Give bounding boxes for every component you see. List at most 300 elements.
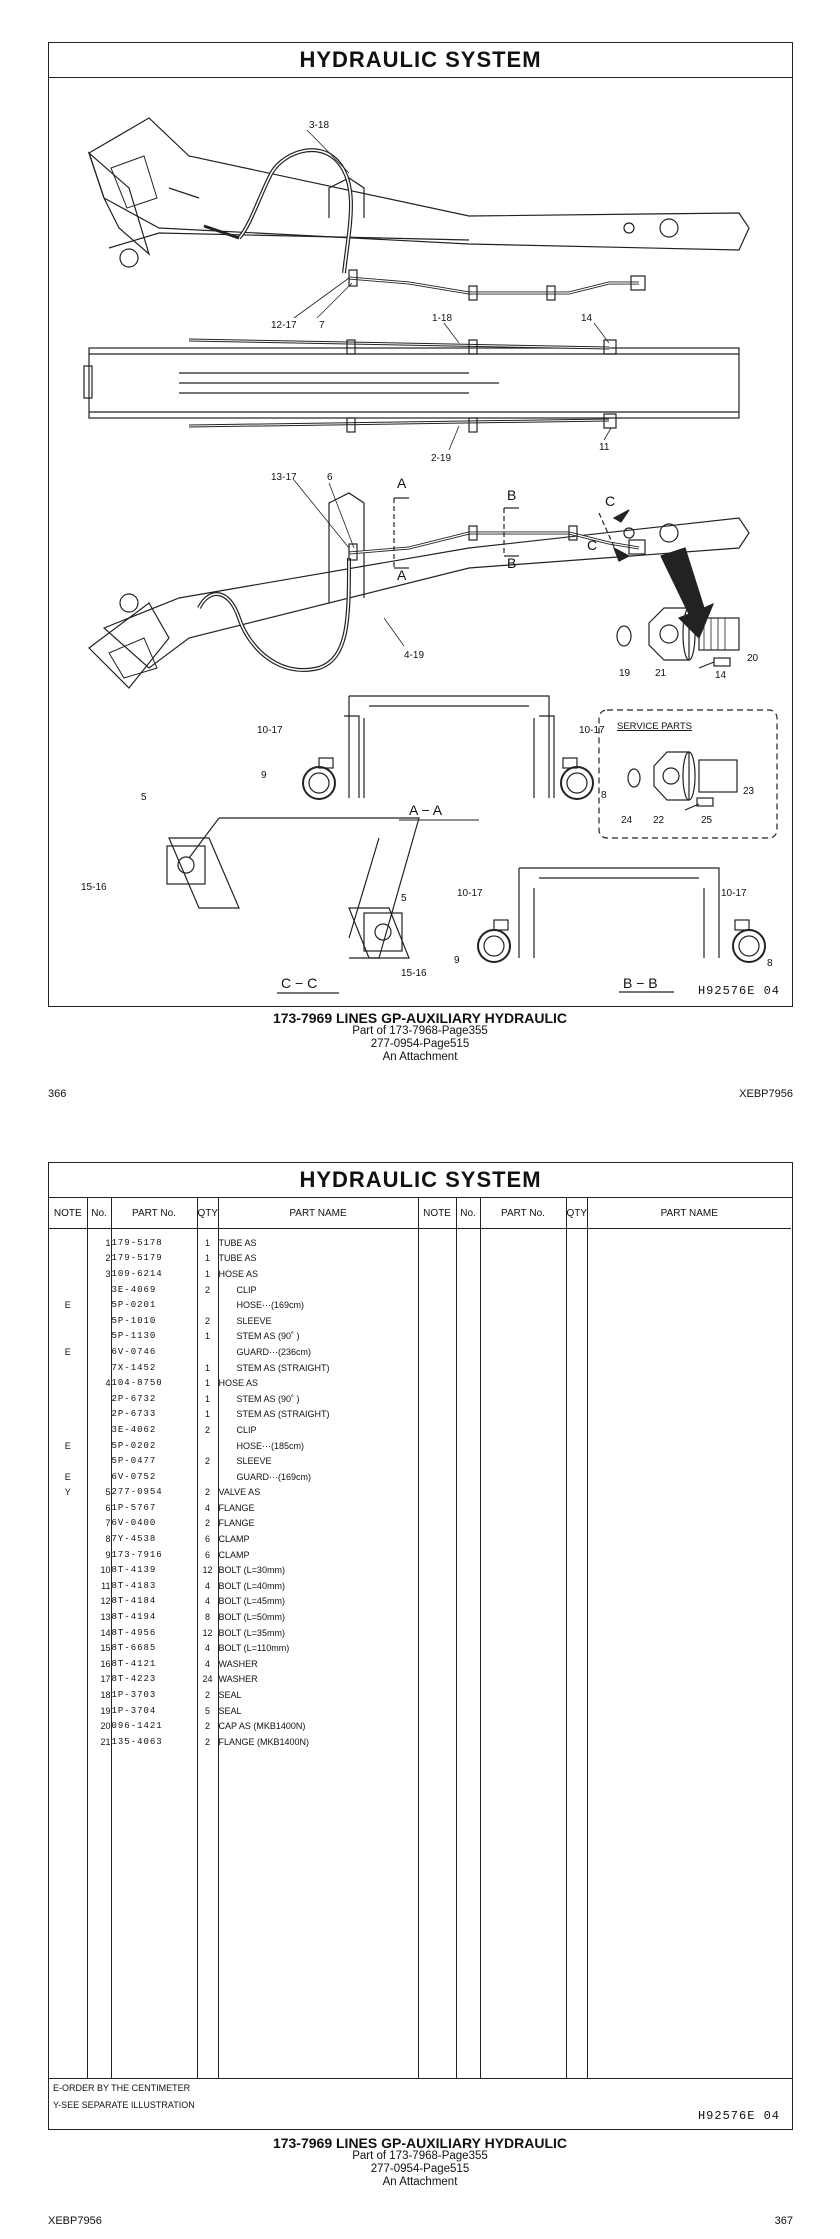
label-24: 24: [621, 815, 633, 826]
empty-cell: [418, 1251, 456, 1267]
empty-cell: [587, 1391, 791, 1407]
part-name: SLEEVE: [218, 1313, 418, 1329]
empty-cell: [418, 1375, 456, 1391]
part-row: [49, 1329, 791, 1345]
diagram-title: HYDRAULIC SYSTEM: [49, 43, 792, 78]
label-13-17: 13-17: [271, 472, 297, 483]
label-10-17-b: 10-17: [579, 725, 605, 736]
label-6: 6: [327, 472, 333, 483]
part-number: 8T-4956: [111, 1625, 197, 1641]
empty-cell: [456, 1531, 480, 1547]
part-name: STEM AS (STRAIGHT): [218, 1360, 418, 1376]
empty-cell: [418, 1469, 456, 1485]
part-number: 109-6214: [111, 1266, 197, 1282]
part-number: 8T-4121: [111, 1656, 197, 1672]
empty-cell: [566, 1672, 587, 1688]
empty-cell: [587, 1562, 791, 1578]
part-index: 6: [87, 1500, 111, 1516]
empty-cell: [480, 1313, 566, 1329]
part-row: [49, 1282, 791, 1298]
part-note: [49, 1391, 87, 1407]
empty-cell: [456, 1656, 480, 1672]
part-note: [49, 1360, 87, 1376]
empty-cell: [418, 1407, 456, 1423]
empty-cell: [418, 1391, 456, 1407]
doc-code-left: XEBP7956: [48, 2215, 102, 2227]
label-22: 22: [653, 815, 665, 826]
empty-cell: [456, 1453, 480, 1469]
empty-cell: [418, 1485, 456, 1501]
label-20: 20: [747, 653, 759, 664]
empty-cell: [566, 1656, 587, 1672]
label-5-b: 5: [401, 893, 407, 904]
empty-cell: [566, 1640, 587, 1656]
part-number: 179-5178: [111, 1235, 197, 1251]
part-name: STEM AS (90˚ ): [218, 1391, 418, 1407]
empty-cell: [456, 1687, 480, 1703]
empty-cell: [587, 1360, 791, 1376]
header-no: No.: [87, 1198, 111, 1229]
empty-cell: [480, 1547, 566, 1563]
empty-cell: [587, 1687, 791, 1703]
part-number: 8T-4183: [111, 1578, 197, 1594]
part-qty: 8: [197, 1609, 218, 1625]
empty-cell: [587, 1438, 791, 1454]
empty-cell: [418, 1703, 456, 1719]
empty-cell: [480, 1235, 566, 1251]
part-index: [87, 1344, 111, 1360]
empty-cell: [480, 1562, 566, 1578]
part-name: VALVE AS: [218, 1485, 418, 1501]
empty-cell: [418, 1422, 456, 1438]
part-note: [49, 1640, 87, 1656]
part-qty: 4: [197, 1640, 218, 1656]
part-qty: 12: [197, 1562, 218, 1578]
label-8-b: 8: [767, 958, 773, 969]
part-number: 5P-1010: [111, 1313, 197, 1329]
part-qty: 2: [197, 1734, 218, 1750]
empty-cell: [456, 1329, 480, 1345]
empty-cell: [566, 1469, 587, 1485]
empty-cell: [456, 1485, 480, 1501]
part-name: WASHER: [218, 1656, 418, 1672]
part-row: [49, 1500, 791, 1516]
part-name: STEM AS (90˚ ): [218, 1329, 418, 1345]
part-qty: 2: [197, 1282, 218, 1298]
part-qty: [197, 1469, 218, 1485]
empty-cell: [587, 1344, 791, 1360]
part-index: [87, 1360, 111, 1376]
doc-code-right: XEBP7956: [739, 1088, 793, 1100]
empty-cell: [587, 1485, 791, 1501]
part-name: CLAMP: [218, 1531, 418, 1547]
part-index: 12: [87, 1594, 111, 1610]
label-3-18: 3-18: [309, 120, 330, 131]
part-index: 5: [87, 1485, 111, 1501]
part-index: [87, 1438, 111, 1454]
label-10-17-a: 10-17: [257, 725, 283, 736]
part-name: BOLT (L=35mm): [218, 1625, 418, 1641]
part-row: [49, 1703, 791, 1719]
part-note: [49, 1313, 87, 1329]
part-number: 6V-0400: [111, 1516, 197, 1532]
part-index: 9: [87, 1547, 111, 1563]
part-name: FLANGE: [218, 1500, 418, 1516]
part-row: [49, 1438, 791, 1454]
empty-cell: [566, 1391, 587, 1407]
part-note: [49, 1718, 87, 1734]
empty-cell: [456, 1469, 480, 1485]
empty-cell: [418, 1329, 456, 1345]
part-qty: [197, 1438, 218, 1454]
empty-cell: [418, 1500, 456, 1516]
part-name: FLANGE: [218, 1516, 418, 1532]
part-note: [49, 1375, 87, 1391]
part-number: 5P-0201: [111, 1297, 197, 1313]
part-index: [87, 1313, 111, 1329]
empty-cell: [566, 1547, 587, 1563]
part-name: FLANGE (MKB1400N): [218, 1734, 418, 1750]
caption-ref: 277-0954-Page515: [370, 1038, 470, 1050]
empty-cell: [418, 1656, 456, 1672]
header-qty-2: QTY: [566, 1198, 587, 1229]
empty-cell: [587, 1547, 791, 1563]
empty-cell: [480, 1703, 566, 1719]
part-name: TUBE AS: [218, 1235, 418, 1251]
part-index: 1: [87, 1235, 111, 1251]
part-index: 11: [87, 1578, 111, 1594]
empty-cell: [418, 1453, 456, 1469]
parts-figure-code: H92576E 04: [697, 2109, 780, 2123]
empty-cell: [456, 1235, 480, 1251]
empty-cell: [456, 1391, 480, 1407]
empty-cell: [587, 1282, 791, 1298]
label-section-b-bottom: B: [507, 555, 517, 571]
empty-cell: [587, 1375, 791, 1391]
part-note: [49, 1251, 87, 1267]
part-note: [49, 1453, 87, 1469]
header-part-no-2: PART No.: [480, 1198, 566, 1229]
filler-row: [49, 1750, 791, 2078]
empty-cell: [418, 1360, 456, 1376]
part-row: [49, 1313, 791, 1329]
label-1-18: 1-18: [432, 313, 453, 324]
label-15-16-b: 15-16: [401, 968, 427, 979]
empty-cell: [566, 1360, 587, 1376]
empty-cell: [456, 1562, 480, 1578]
part-row: [49, 1640, 791, 1656]
empty-cell: [566, 1438, 587, 1454]
part-row: [49, 1594, 791, 1610]
diagram-figure-code: H92576E 04: [697, 984, 780, 998]
part-qty: 6: [197, 1531, 218, 1547]
part-number: 1P-3704: [111, 1703, 197, 1719]
empty-cell: [587, 1578, 791, 1594]
parts-caption: [0, 2137, 840, 2189]
part-qty: 2: [197, 1718, 218, 1734]
part-note: E: [49, 1297, 87, 1313]
empty-cell: [456, 1516, 480, 1532]
part-index: 18: [87, 1687, 111, 1703]
part-row: [49, 1407, 791, 1423]
part-number: 5P-0202: [111, 1438, 197, 1454]
empty-cell: [587, 1266, 791, 1282]
empty-cell: [587, 1407, 791, 1423]
parts-caption-attachment: An Attachment: [382, 2176, 458, 2188]
caption-attachment: An Attachment: [382, 1051, 458, 1063]
part-number: 179-5179: [111, 1251, 197, 1267]
empty-cell: [566, 1485, 587, 1501]
empty-cell: [566, 1734, 587, 1750]
empty-cell: [566, 1500, 587, 1516]
empty-cell: [418, 1562, 456, 1578]
part-number: 2P-6733: [111, 1407, 197, 1423]
part-note: [49, 1687, 87, 1703]
part-note: [49, 1531, 87, 1547]
part-note: [49, 1407, 87, 1423]
part-number: 3E-4062: [111, 1422, 197, 1438]
header-note-2: NOTE: [418, 1198, 456, 1229]
empty-cell: [480, 1594, 566, 1610]
diagram-caption: [0, 1012, 840, 1064]
part-index: 8: [87, 1531, 111, 1547]
part-name: BOLT (L=50mm): [218, 1609, 418, 1625]
empty-cell: [587, 1297, 791, 1313]
part-row: [49, 1453, 791, 1469]
label-19: 19: [619, 668, 631, 679]
part-name: SEAL: [218, 1687, 418, 1703]
empty-cell: [566, 1282, 587, 1298]
part-row: [49, 1516, 791, 1532]
part-row: [49, 1422, 791, 1438]
empty-cell: [456, 1578, 480, 1594]
part-index: [87, 1329, 111, 1345]
part-name: SEAL: [218, 1703, 418, 1719]
empty-cell: [480, 1422, 566, 1438]
part-qty: 1: [197, 1407, 218, 1423]
part-row: [49, 1547, 791, 1563]
empty-cell: [480, 1251, 566, 1267]
empty-cell: [566, 1687, 587, 1703]
label-25: 25: [701, 815, 713, 826]
empty-cell: [566, 1313, 587, 1329]
empty-cell: [480, 1687, 566, 1703]
part-row: [49, 1578, 791, 1594]
empty-cell: [587, 1422, 791, 1438]
empty-cell: [480, 1329, 566, 1345]
part-number: 5P-0477: [111, 1453, 197, 1469]
hydraulic-diagram: [49, 78, 791, 1006]
empty-cell: [566, 1297, 587, 1313]
part-name: WASHER: [218, 1672, 418, 1688]
stick-top-view: [84, 323, 739, 450]
empty-cell: [566, 1422, 587, 1438]
part-index: 20: [87, 1718, 111, 1734]
caption-main: 173-7969 LINES GP-AUXILIARY HYDRAULIC: [272, 1010, 568, 1026]
part-note: [49, 1672, 87, 1688]
part-row: [49, 1251, 791, 1267]
empty-cell: [566, 1609, 587, 1625]
part-name: GUARD···(236cm): [218, 1344, 418, 1360]
empty-cell: [480, 1297, 566, 1313]
stick-side-view-top: [89, 118, 749, 318]
page-number-right: 367: [774, 2215, 793, 2227]
empty-cell: [418, 1282, 456, 1298]
empty-cell: [418, 1734, 456, 1750]
empty-cell: [566, 1718, 587, 1734]
fitting-detail: [617, 608, 739, 668]
part-qty: 4: [197, 1578, 218, 1594]
part-note: [49, 1500, 87, 1516]
label-9-b: 9: [454, 955, 460, 966]
part-qty: 1: [197, 1235, 218, 1251]
notes-block: [53, 2080, 195, 2114]
part-index: 3: [87, 1266, 111, 1282]
part-note: [49, 1562, 87, 1578]
empty-cell: [456, 1282, 480, 1298]
empty-cell: [566, 1578, 587, 1594]
empty-cell: [456, 1297, 480, 1313]
part-qty: 24: [197, 1672, 218, 1688]
empty-cell: [566, 1703, 587, 1719]
part-number: 096-1421: [111, 1718, 197, 1734]
empty-cell: [418, 1640, 456, 1656]
part-qty: 2: [197, 1485, 218, 1501]
part-row: [49, 1656, 791, 1672]
part-index: [87, 1407, 111, 1423]
part-row: [49, 1687, 791, 1703]
part-qty: 12: [197, 1625, 218, 1641]
part-row: [49, 1297, 791, 1313]
part-number: 8T-4184: [111, 1594, 197, 1610]
notes-divider: [49, 2078, 792, 2079]
part-number: 8T-4223: [111, 1672, 197, 1688]
part-index: 4: [87, 1375, 111, 1391]
service-parts-heading: SERVICE PARTS: [617, 721, 692, 732]
empty-cell: [587, 1640, 791, 1656]
part-index: 13: [87, 1609, 111, 1625]
part-index: [87, 1297, 111, 1313]
part-note: [49, 1625, 87, 1641]
part-row: [49, 1391, 791, 1407]
empty-cell: [587, 1609, 791, 1625]
label-section-c-c: C − C: [281, 975, 318, 991]
empty-cell: [480, 1391, 566, 1407]
part-number: 6V-0746: [111, 1344, 197, 1360]
part-qty: 1: [197, 1375, 218, 1391]
label-10-17-d: 10-17: [721, 888, 747, 899]
empty-cell: [566, 1235, 587, 1251]
empty-cell: [480, 1407, 566, 1423]
empty-cell: [480, 1640, 566, 1656]
part-qty: 4: [197, 1594, 218, 1610]
label-10-17-c: 10-17: [457, 888, 483, 899]
empty-cell: [418, 1438, 456, 1454]
empty-cell: [566, 1251, 587, 1267]
label-15-16-a: 15-16: [81, 882, 107, 893]
parts-caption-ref: 277-0954-Page515: [370, 2163, 470, 2175]
empty-cell: [418, 1609, 456, 1625]
part-row: [49, 1625, 791, 1641]
header-qty: QTY: [197, 1198, 218, 1229]
empty-cell: [587, 1516, 791, 1532]
label-8-a: 8: [601, 790, 607, 801]
part-name: BOLT (L=40mm): [218, 1578, 418, 1594]
part-number: 1P-5767: [111, 1500, 197, 1516]
section-c-c: [167, 818, 419, 993]
part-qty: 5: [197, 1703, 218, 1719]
part-index: 10: [87, 1562, 111, 1578]
empty-cell: [480, 1578, 566, 1594]
empty-cell: [480, 1672, 566, 1688]
empty-cell: [480, 1282, 566, 1298]
empty-cell: [566, 1453, 587, 1469]
empty-cell: [456, 1344, 480, 1360]
empty-cell: [418, 1547, 456, 1563]
empty-cell: [587, 1734, 791, 1750]
part-qty: 2: [197, 1516, 218, 1532]
part-qty: [197, 1297, 218, 1313]
empty-cell: [456, 1251, 480, 1267]
empty-cell: [456, 1703, 480, 1719]
empty-cell: [480, 1469, 566, 1485]
part-note: [49, 1266, 87, 1282]
empty-cell: [566, 1531, 587, 1547]
empty-cell: [587, 1718, 791, 1734]
part-note: [49, 1594, 87, 1610]
section-b-b: [478, 868, 765, 992]
empty-cell: [566, 1516, 587, 1532]
part-row: [49, 1562, 791, 1578]
empty-cell: [587, 1531, 791, 1547]
caption-part-of: Part of 173-7968-Page355: [352, 1025, 488, 1037]
part-number: 7X-1452: [111, 1360, 197, 1376]
empty-cell: [418, 1531, 456, 1547]
part-row: [49, 1734, 791, 1750]
part-name: TUBE AS: [218, 1251, 418, 1267]
part-number: 135-4063: [111, 1734, 197, 1750]
part-qty: 6: [197, 1547, 218, 1563]
empty-cell: [480, 1609, 566, 1625]
label-4-19: 4-19: [404, 650, 425, 661]
part-row: [49, 1609, 791, 1625]
part-note: E: [49, 1344, 87, 1360]
part-qty: 4: [197, 1656, 218, 1672]
empty-cell: [456, 1313, 480, 1329]
empty-cell: [418, 1687, 456, 1703]
part-number: 173-7916: [111, 1547, 197, 1563]
part-name: HOSE···(185cm): [218, 1438, 418, 1454]
empty-cell: [480, 1734, 566, 1750]
empty-cell: [587, 1235, 791, 1251]
part-note: [49, 1422, 87, 1438]
part-note: E: [49, 1469, 87, 1485]
part-number: 7Y-4538: [111, 1531, 197, 1547]
empty-cell: [587, 1625, 791, 1641]
part-row: [49, 1531, 791, 1547]
empty-cell: [587, 1469, 791, 1485]
part-index: [87, 1469, 111, 1485]
part-name: CLIP: [218, 1422, 418, 1438]
label-2-19: 2-19: [431, 453, 452, 464]
parts-table-body: [49, 1229, 791, 2079]
empty-cell: [418, 1266, 456, 1282]
empty-cell: [587, 1453, 791, 1469]
part-note: [49, 1578, 87, 1594]
header-part-name: PART NAME: [218, 1198, 418, 1229]
part-name: GUARD···(169cm): [218, 1469, 418, 1485]
part-index: 21: [87, 1734, 111, 1750]
